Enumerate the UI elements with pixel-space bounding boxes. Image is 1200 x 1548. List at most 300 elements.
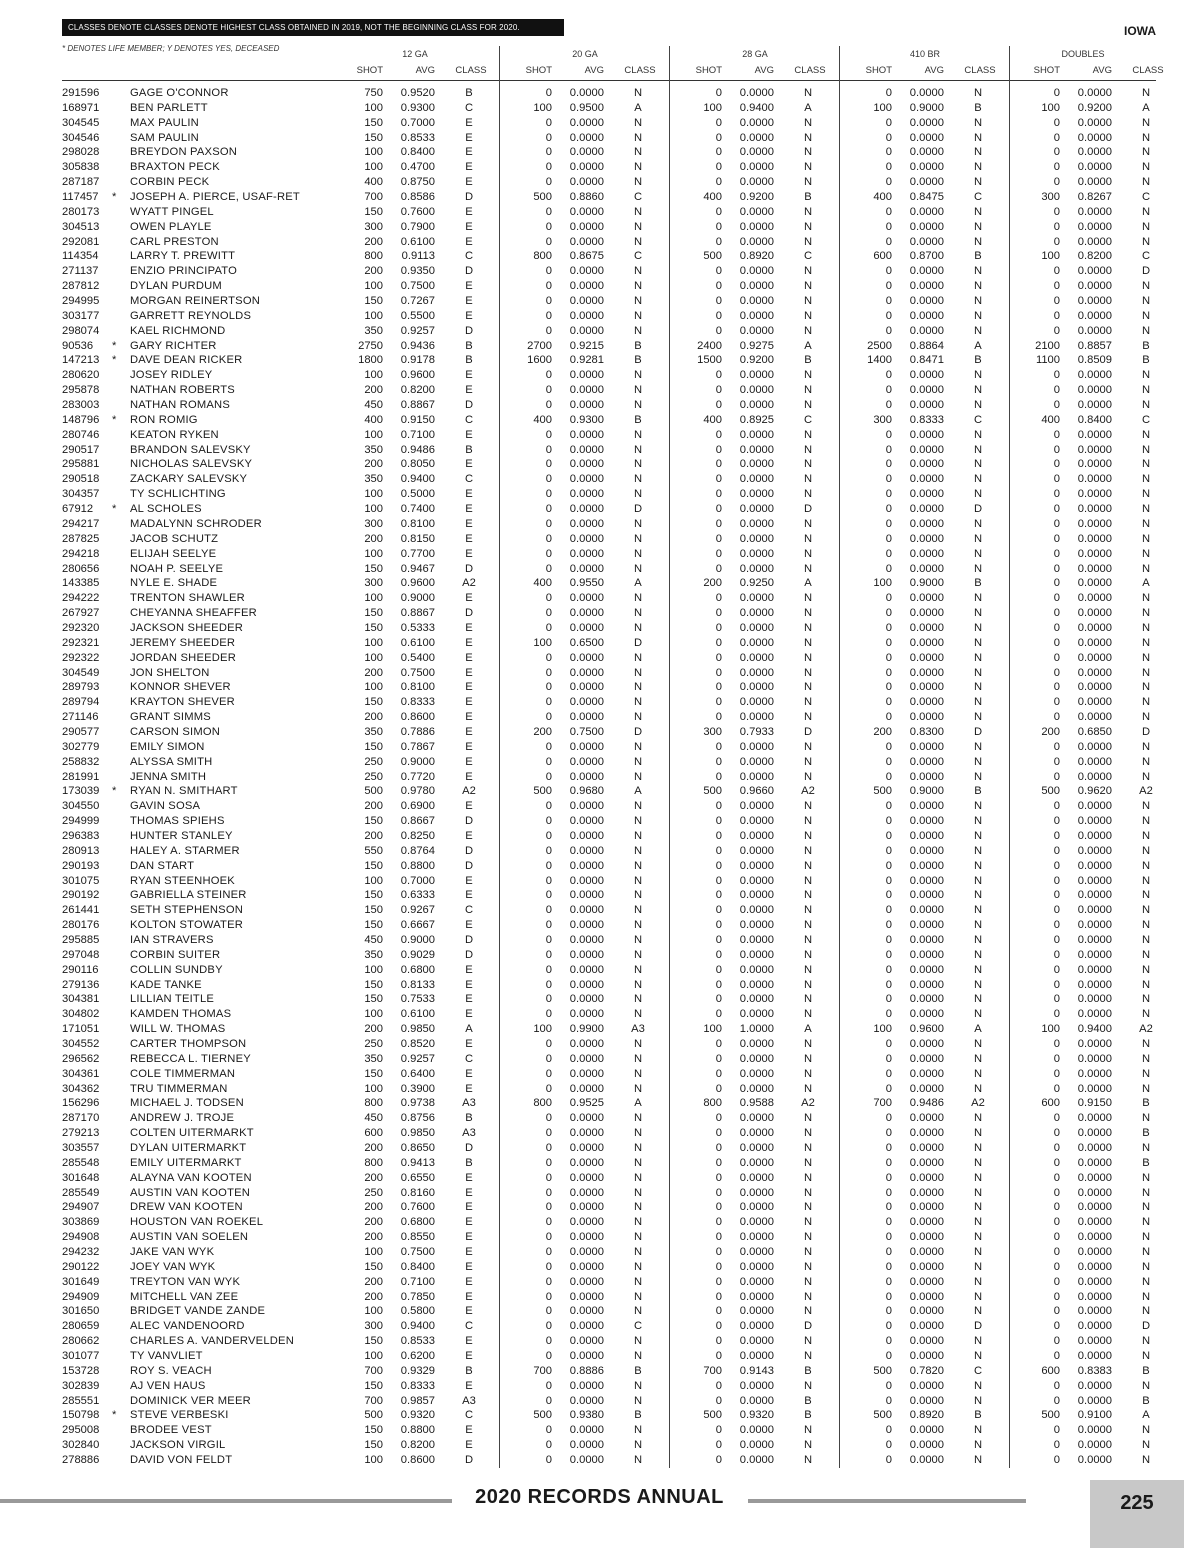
member-id: 287187 xyxy=(62,176,100,189)
12ga-class: E xyxy=(465,874,473,887)
12ga-avg: 0.7720 xyxy=(400,770,435,783)
20ga-avg: 0.0000 xyxy=(569,1038,604,1050)
doubles-class: C xyxy=(1141,413,1151,426)
28ga-class: N xyxy=(803,770,813,783)
410br-class: B xyxy=(974,354,982,367)
410br-class: N xyxy=(973,488,983,501)
table-row xyxy=(0,175,1200,190)
doubles-shot: 0 xyxy=(1053,220,1060,233)
doubles-avg: 0.0000 xyxy=(1077,740,1112,753)
doubles-class: N xyxy=(1141,384,1151,397)
20ga-avg: 0.0000 xyxy=(569,1201,604,1214)
410br-class: N xyxy=(973,1067,983,1080)
410br-avg: 0.9486 xyxy=(909,1097,944,1110)
table-row xyxy=(0,1260,1200,1275)
20ga-avg: 0.0000 xyxy=(569,1379,604,1392)
member-id: 294218 xyxy=(62,547,100,560)
member-id: 302840 xyxy=(62,1439,100,1452)
table-row xyxy=(0,86,1200,101)
28ga-class: A2 xyxy=(801,1097,815,1110)
410br-shot: 100 xyxy=(873,577,892,590)
shooter-name: BREYDON PAXSON xyxy=(130,146,238,159)
20ga-class: N xyxy=(633,309,643,322)
12ga-avg: 0.7400 xyxy=(400,503,435,516)
28ga-avg: 0.0000 xyxy=(739,161,774,174)
410br-avg: 0.0000 xyxy=(909,711,944,724)
doubles-shot: 1100 xyxy=(1035,354,1060,367)
doubles-avg: 0.0000 xyxy=(1077,1379,1112,1392)
doubles-class: N xyxy=(1141,428,1151,441)
12ga-class: E xyxy=(465,725,473,738)
doubles-shot: 0 xyxy=(1053,146,1060,159)
12ga-class: E xyxy=(465,309,473,322)
state-title: IOWA xyxy=(1124,24,1156,38)
20ga-shot: 0 xyxy=(545,1186,552,1199)
12ga-class: D xyxy=(464,815,474,828)
shooter-name: WYATT PINGEL xyxy=(130,205,214,218)
doubles-shot: 0 xyxy=(1053,1320,1060,1333)
410br-class: N xyxy=(973,755,983,768)
410br-class: D xyxy=(973,503,983,516)
20ga-shot: 200 xyxy=(533,725,552,738)
doubles-class: N xyxy=(1141,1231,1151,1244)
doubles-shot: 0 xyxy=(1053,458,1060,471)
20ga-avg: 0.0000 xyxy=(569,131,604,144)
20ga-shot: 0 xyxy=(545,1052,552,1065)
doubles-class: N xyxy=(1141,473,1151,486)
member-id: 143385 xyxy=(62,577,100,590)
410br-shot: 0 xyxy=(885,1260,892,1273)
12ga-avg: 0.8800 xyxy=(400,859,435,872)
28ga-shot: 0 xyxy=(715,666,722,679)
20ga-avg: 0.9680 xyxy=(569,785,604,798)
410br-avg: 0.0000 xyxy=(909,458,944,471)
table-row xyxy=(0,220,1200,235)
doubles-avg: 0.0000 xyxy=(1077,1290,1112,1303)
410br-class: C xyxy=(973,191,983,204)
doubles-class: N xyxy=(1141,963,1151,976)
12ga-avg: 0.6800 xyxy=(400,1216,435,1229)
doubles-shot: 0 xyxy=(1053,1350,1060,1363)
20ga-shot: 0 xyxy=(545,399,552,412)
28ga-class: N xyxy=(803,993,813,1006)
410br-shot: 0 xyxy=(885,1038,892,1050)
410br-avg: 0.0000 xyxy=(909,1275,944,1288)
doubles-avg: 0.6850 xyxy=(1077,725,1112,738)
28ga-class: N xyxy=(803,116,813,129)
group-header-12ga: 12 GA xyxy=(402,49,428,59)
table-row xyxy=(0,576,1200,591)
doubles-shot: 0 xyxy=(1053,1216,1060,1229)
12ga-avg: 0.5333 xyxy=(400,621,435,634)
20ga-shot: 0 xyxy=(545,711,552,724)
life-member-mark: * xyxy=(112,503,117,516)
shooter-name: ANDREW J. TROJE xyxy=(130,1112,235,1125)
28ga-avg: 0.9320 xyxy=(739,1409,774,1422)
20ga-avg: 0.0000 xyxy=(569,532,604,545)
12ga-avg: 0.7100 xyxy=(400,428,435,441)
12ga-class: C xyxy=(464,1052,474,1065)
doubles-avg: 0.9400 xyxy=(1077,1023,1112,1036)
shooter-name: KONNOR SHEVER xyxy=(130,681,231,694)
410br-class: N xyxy=(973,1394,983,1407)
doubles-class: N xyxy=(1141,1379,1151,1392)
410br-shot: 0 xyxy=(885,1052,892,1065)
member-id: 292322 xyxy=(62,651,100,664)
doubles-shot: 0 xyxy=(1053,651,1060,664)
28ga-avg: 0.0000 xyxy=(739,369,774,382)
410br-shot: 0 xyxy=(885,488,892,501)
12ga-shot: 200 xyxy=(364,1171,383,1184)
28ga-avg: 0.0000 xyxy=(739,309,774,322)
12ga-shot: 350 xyxy=(364,324,383,337)
410br-class: N xyxy=(973,1439,983,1452)
12ga-class: E xyxy=(465,666,473,679)
doubles-shot: 0 xyxy=(1053,161,1060,174)
table-row xyxy=(0,651,1200,666)
doubles-shot: 0 xyxy=(1053,1171,1060,1184)
member-id: 304381 xyxy=(62,993,100,1006)
table-row xyxy=(0,428,1200,443)
member-id: 280173 xyxy=(62,205,100,218)
12ga-shot: 2750 xyxy=(358,339,383,352)
table-row xyxy=(0,948,1200,963)
20ga-class: N xyxy=(633,1439,643,1452)
20ga-class: N xyxy=(633,933,643,946)
410br-shot: 0 xyxy=(885,503,892,516)
shooter-name: DAVID VON FELDT xyxy=(130,1454,233,1467)
28ga-shot: 0 xyxy=(715,919,722,932)
28ga-class: N xyxy=(803,651,813,664)
28ga-shot: 0 xyxy=(715,220,722,233)
20ga-class: N xyxy=(633,443,643,456)
12ga-avg: 0.9780 xyxy=(400,785,435,798)
28ga-shot: 500 xyxy=(703,785,722,798)
member-id: 303557 xyxy=(62,1142,100,1155)
28ga-class: N xyxy=(803,1424,813,1437)
doubles-avg: 0.0000 xyxy=(1077,295,1112,308)
28ga-shot: 0 xyxy=(715,1231,722,1244)
shooter-name: SAM PAULIN xyxy=(130,131,199,144)
table-row xyxy=(0,814,1200,829)
410br-avg: 0.0000 xyxy=(909,636,944,649)
12ga-shot: 550 xyxy=(364,844,383,857)
12ga-class: E xyxy=(465,146,473,159)
410br-class: N xyxy=(973,235,983,248)
28ga-shot: 0 xyxy=(715,1186,722,1199)
410br-avg: 0.0000 xyxy=(909,592,944,605)
member-id: 280662 xyxy=(62,1335,100,1348)
life-member-mark: * xyxy=(112,339,117,352)
doubles-shot: 0 xyxy=(1053,1112,1060,1125)
20ga-shot: 0 xyxy=(545,874,552,887)
shooter-name: COLTEN UITERMARKT xyxy=(130,1127,254,1140)
28ga-class: N xyxy=(803,1350,813,1363)
table-row xyxy=(0,1111,1200,1126)
shooter-name: JOEY VAN WYK xyxy=(130,1260,216,1273)
doubles-avg: 0.0000 xyxy=(1077,1186,1112,1199)
28ga-class: N xyxy=(803,220,813,233)
12ga-shot: 350 xyxy=(364,725,383,738)
20ga-class: N xyxy=(633,607,643,620)
20ga-avg: 0.0000 xyxy=(569,488,604,501)
col-header-410br-shot: SHOT xyxy=(865,65,892,76)
doubles-shot: 0 xyxy=(1053,933,1060,946)
20ga-avg: 0.0000 xyxy=(569,176,604,189)
doubles-shot: 0 xyxy=(1053,295,1060,308)
member-id: 117457 xyxy=(62,191,99,204)
20ga-avg: 0.0000 xyxy=(569,1067,604,1080)
28ga-avg: 0.0000 xyxy=(739,265,774,278)
20ga-class: N xyxy=(633,1082,643,1095)
20ga-shot: 0 xyxy=(545,800,552,813)
410br-class: A2 xyxy=(971,1097,985,1110)
12ga-shot: 150 xyxy=(364,131,383,144)
410br-avg: 0.0000 xyxy=(909,815,944,828)
12ga-avg: 0.5400 xyxy=(400,651,435,664)
doubles-shot: 0 xyxy=(1053,577,1060,590)
12ga-class: D xyxy=(464,1142,474,1155)
410br-shot: 0 xyxy=(885,517,892,530)
20ga-class: N xyxy=(633,547,643,560)
12ga-avg: 0.9257 xyxy=(400,324,435,337)
20ga-shot: 1600 xyxy=(527,354,552,367)
shooter-name: JOSEPH A. PIERCE, USAF-RET xyxy=(130,191,300,204)
doubles-class: N xyxy=(1141,146,1151,159)
doubles-class: N xyxy=(1141,651,1151,664)
12ga-shot: 200 xyxy=(364,800,383,813)
28ga-avg: 0.9200 xyxy=(739,354,774,367)
20ga-shot: 0 xyxy=(545,116,552,129)
410br-shot: 0 xyxy=(885,755,892,768)
410br-shot: 0 xyxy=(885,963,892,976)
12ga-class: E xyxy=(465,1335,473,1348)
12ga-avg: 0.6550 xyxy=(400,1171,435,1184)
12ga-shot: 200 xyxy=(364,1023,383,1036)
410br-avg: 0.0000 xyxy=(909,933,944,946)
doubles-class: N xyxy=(1141,607,1151,620)
table-row xyxy=(0,1156,1200,1171)
12ga-shot: 700 xyxy=(364,191,383,204)
member-id: 304550 xyxy=(62,800,100,813)
410br-shot: 0 xyxy=(885,1290,892,1303)
12ga-avg: 0.5800 xyxy=(400,1305,435,1318)
doubles-avg: 0.0000 xyxy=(1077,488,1112,501)
28ga-avg: 0.0000 xyxy=(739,131,774,144)
410br-shot: 0 xyxy=(885,1424,892,1437)
doubles-class: C xyxy=(1141,250,1151,263)
20ga-shot: 0 xyxy=(545,384,552,397)
20ga-shot: 0 xyxy=(545,1216,552,1229)
12ga-avg: 0.7533 xyxy=(400,993,435,1006)
table-row xyxy=(0,1349,1200,1364)
table-row xyxy=(0,353,1200,368)
28ga-avg: 0.0000 xyxy=(739,1424,774,1437)
20ga-avg: 0.0000 xyxy=(569,859,604,872)
20ga-shot: 2700 xyxy=(527,339,552,352)
410br-shot: 0 xyxy=(885,1186,892,1199)
28ga-avg: 0.0000 xyxy=(739,592,774,605)
member-id: 304549 xyxy=(62,666,100,679)
20ga-shot: 0 xyxy=(545,1082,552,1095)
doubles-avg: 0.0000 xyxy=(1077,1231,1112,1244)
doubles-avg: 0.0000 xyxy=(1077,1335,1112,1348)
28ga-avg: 0.0000 xyxy=(739,176,774,189)
12ga-shot: 1800 xyxy=(358,354,383,367)
20ga-class: N xyxy=(633,220,643,233)
410br-shot: 0 xyxy=(885,1067,892,1080)
410br-shot: 0 xyxy=(885,933,892,946)
12ga-shot: 150 xyxy=(364,978,383,991)
doubles-class: D xyxy=(1141,725,1151,738)
410br-avg: 0.0000 xyxy=(909,1350,944,1363)
410br-class: B xyxy=(974,577,982,590)
410br-avg: 0.0000 xyxy=(909,220,944,233)
doubles-shot: 0 xyxy=(1053,919,1060,932)
20ga-class: A xyxy=(634,785,642,798)
20ga-class: N xyxy=(633,1038,643,1050)
member-id: 281991 xyxy=(62,770,100,783)
20ga-shot: 100 xyxy=(533,1023,552,1036)
member-id: 304361 xyxy=(62,1067,100,1080)
28ga-shot: 0 xyxy=(715,800,722,813)
doubles-class: N xyxy=(1141,1260,1151,1273)
410br-shot: 0 xyxy=(885,1379,892,1392)
member-id: 280656 xyxy=(62,562,100,575)
12ga-avg: 0.8160 xyxy=(400,1186,435,1199)
410br-avg: 0.0000 xyxy=(909,532,944,545)
shooter-name: CHEYANNA SHEAFFER xyxy=(130,607,257,620)
28ga-avg: 0.0000 xyxy=(739,146,774,159)
20ga-class: N xyxy=(633,428,643,441)
doubles-shot: 0 xyxy=(1053,636,1060,649)
12ga-avg: 0.5000 xyxy=(400,488,435,501)
member-id: 290122 xyxy=(62,1260,100,1273)
table-row xyxy=(0,502,1200,517)
20ga-class: N xyxy=(633,874,643,887)
doubles-class: N xyxy=(1141,696,1151,709)
28ga-class: N xyxy=(803,1260,813,1273)
12ga-shot: 150 xyxy=(364,295,383,308)
20ga-avg: 0.0000 xyxy=(569,904,604,917)
doubles-class: N xyxy=(1141,532,1151,545)
28ga-shot: 400 xyxy=(703,191,722,204)
20ga-class: N xyxy=(633,1156,643,1169)
doubles-shot: 200 xyxy=(1041,725,1060,738)
doubles-shot: 300 xyxy=(1041,191,1060,204)
28ga-shot: 0 xyxy=(715,205,722,218)
doubles-shot: 0 xyxy=(1053,978,1060,991)
20ga-class: N xyxy=(633,1112,643,1125)
member-id: 280176 xyxy=(62,919,100,932)
12ga-avg: 0.9113 xyxy=(401,250,435,263)
12ga-shot: 100 xyxy=(364,547,383,560)
12ga-avg: 0.7500 xyxy=(400,666,435,679)
12ga-avg: 0.8333 xyxy=(400,1379,435,1392)
20ga-shot: 0 xyxy=(545,265,552,278)
410br-shot: 0 xyxy=(885,562,892,575)
shooter-name: EMILY SIMON xyxy=(130,740,205,753)
shooter-name: NOAH P. SEELYE xyxy=(130,562,224,575)
20ga-avg: 0.0000 xyxy=(569,1142,604,1155)
28ga-class: N xyxy=(803,829,813,842)
group-header-410br: 410 BR xyxy=(909,49,941,59)
28ga-class: N xyxy=(803,1186,813,1199)
410br-class: A xyxy=(974,339,982,352)
12ga-shot: 100 xyxy=(364,280,383,293)
doubles-class: N xyxy=(1141,844,1151,857)
28ga-class: B xyxy=(804,1409,812,1422)
12ga-shot: 100 xyxy=(364,1305,383,1318)
12ga-avg: 0.8520 xyxy=(400,1038,435,1050)
doubles-avg: 0.8400 xyxy=(1077,413,1112,426)
410br-avg: 0.0000 xyxy=(909,1290,944,1303)
28ga-shot: 0 xyxy=(715,1290,722,1303)
28ga-avg: 0.0000 xyxy=(739,711,774,724)
28ga-class: N xyxy=(803,1127,813,1140)
20ga-class: N xyxy=(633,295,643,308)
28ga-class: N xyxy=(803,933,813,946)
28ga-shot: 0 xyxy=(715,963,722,976)
12ga-avg: 0.9467 xyxy=(400,562,435,575)
12ga-avg: 0.4700 xyxy=(400,161,435,174)
20ga-class: N xyxy=(633,1008,643,1021)
410br-shot: 0 xyxy=(885,1454,892,1467)
28ga-class: N xyxy=(803,384,813,397)
28ga-shot: 0 xyxy=(715,874,722,887)
12ga-class: E xyxy=(465,1439,473,1452)
doubles-class: N xyxy=(1141,458,1151,471)
410br-class: N xyxy=(973,636,983,649)
doubles-shot: 0 xyxy=(1053,874,1060,887)
table-row xyxy=(0,309,1200,324)
col-header-410br-avg: AVG xyxy=(924,65,944,76)
doubles-shot: 0 xyxy=(1053,309,1060,322)
shooter-name: GABRIELLA STEINER xyxy=(130,889,247,902)
20ga-avg: 0.0000 xyxy=(569,621,604,634)
410br-avg: 0.9000 xyxy=(909,577,944,590)
410br-class: N xyxy=(973,1335,983,1348)
20ga-class: N xyxy=(633,948,643,961)
doubles-avg: 0.0000 xyxy=(1077,696,1112,709)
member-id: 304357 xyxy=(62,488,100,501)
member-id: 301650 xyxy=(62,1305,100,1318)
28ga-shot: 0 xyxy=(715,235,722,248)
12ga-avg: 0.9000 xyxy=(400,592,435,605)
12ga-shot: 200 xyxy=(364,1201,383,1214)
member-id: 290116 xyxy=(62,963,99,976)
12ga-class: E xyxy=(465,636,473,649)
410br-shot: 0 xyxy=(885,1394,892,1407)
col-header-20ga-shot: SHOT xyxy=(525,65,552,76)
doubles-class: N xyxy=(1141,1052,1151,1065)
28ga-class: N xyxy=(803,1201,813,1214)
20ga-shot: 0 xyxy=(545,592,552,605)
28ga-class: N xyxy=(803,1082,813,1095)
28ga-shot: 0 xyxy=(715,948,722,961)
table-row xyxy=(0,1394,1200,1409)
410br-class: N xyxy=(973,1216,983,1229)
member-id: 289794 xyxy=(62,696,100,709)
28ga-shot: 0 xyxy=(715,621,722,634)
12ga-class: E xyxy=(465,488,473,501)
member-id: 304546 xyxy=(62,131,100,144)
410br-class: N xyxy=(973,131,983,144)
table-row xyxy=(0,101,1200,116)
20ga-shot: 0 xyxy=(545,428,552,441)
28ga-avg: 0.0000 xyxy=(739,1335,774,1348)
20ga-class: N xyxy=(633,87,643,99)
